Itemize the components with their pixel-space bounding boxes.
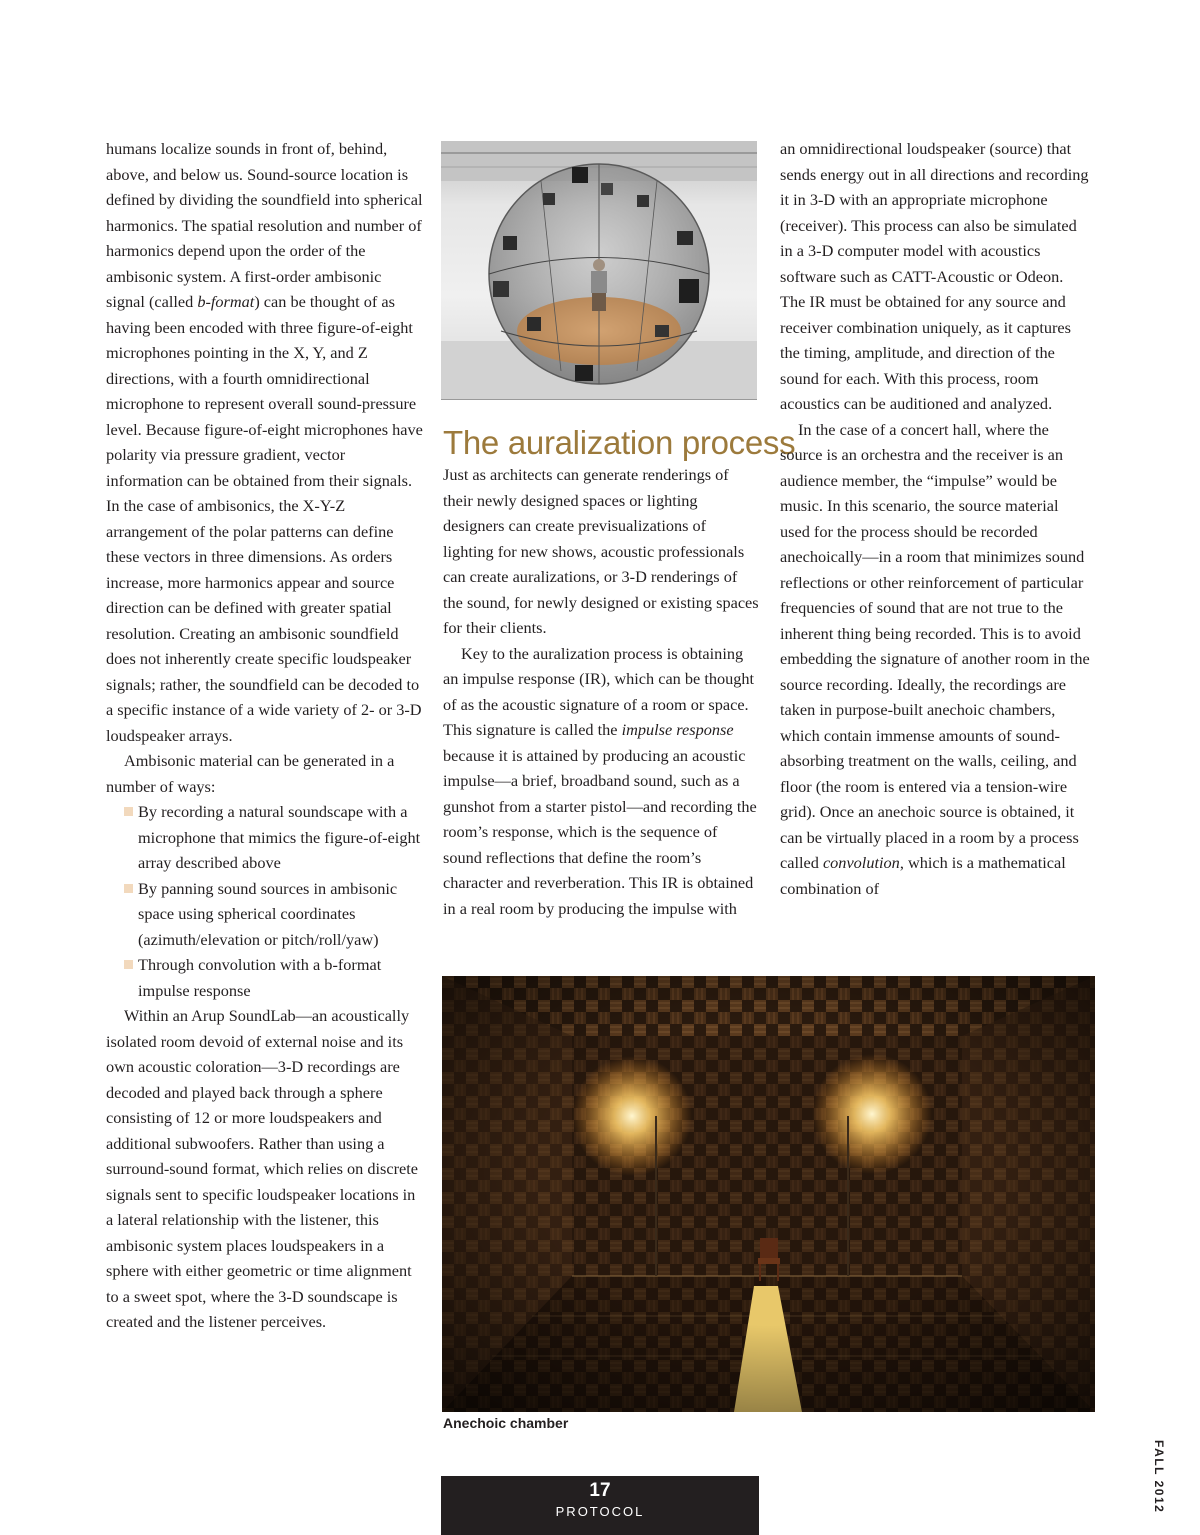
anechoic-chamber-image [442, 976, 1095, 1412]
body-paragraph: humans localize sounds in front of, behind, above, and below us. Sound-source location is defined by dividing the soundfield into spherical harmonics. The spatial resolution and number of harmonics depend upon the order of the ambisonic system. A first-order ambisonic signal (called b-format) can be thought of as having been encoded with three figure-of-eight microphones pointing in the X, Y, and Z directions, with a fourth omnidirectional microphone to represent overall sound-pressure level. Because figure-of-eight microphones have polarity via pressure gradient, vector information can be obtained from their signals. In the case of ambisonics, the X-Y-Z arrangement of the polar patterns can define these vectors in three dimensions. As orders increase, more harmonics appear and source direction can be defined with greater spatial resolution. Creating an ambisonic soundfield does not inherently create specific loudspeaker signals; rather, the soundfield can be decoded to a specific instance of a wide variety of 2- or 3-D loudspeaker arrays. [106, 139, 423, 745]
page-number: 17 [589, 1480, 611, 1501]
list-item: By panning sound sources in ambisonic space using spherical coordinates (azimuth/elevation or pitch/roll/yaw) [122, 876, 424, 953]
text-column-middle [443, 462, 759, 921]
list-item: Through convolution with a b-format impulse response [122, 952, 424, 1003]
list-item: By recording a natural soundscape with a microphone that mimics the figure-of-eight array described above [122, 799, 424, 876]
square-bullet-icon [124, 884, 133, 893]
body-paragraph: Ambisonic material can be generated in a number of ways: [106, 751, 395, 796]
section-heading: The auralization process [443, 424, 796, 461]
bullet-list [106, 799, 424, 1003]
square-bullet-icon [124, 807, 133, 816]
issue-label [1146, 1440, 1186, 1514]
publication-name: PROTOCOL [555, 1504, 645, 1519]
issue-text: FALL 2012 [1152, 1440, 1166, 1514]
image-caption: Anechoic chamber [443, 1415, 569, 1431]
body-paragraph: In the case of a concert hall, where the source is an orchestra and the receiver is an audience member, the “impulse” would be music. In this scenario, the source material used for the process should be recorded anechoically—in a room that minimizes sound reflections or other reinforcement of particular frequencies of sound that are not true to the inherent thing being recorded. This is to avoid embedding the signature of another room in the source recording. Ideally, the recordings are taken in purpose-built anechoic chambers, which contain immense amounts of sound-absorbing treatment on the walls, ceiling, and floor (the room is entered via a tension-wire grid). Once an anechoic source is obtained, it can be virtually placed in a room by a process called convolution, which is a mathematical combination of [780, 419, 1090, 898]
chamber-illustration [442, 976, 1095, 1412]
sphere-illustration [441, 141, 757, 399]
text-column-left [106, 136, 424, 1335]
square-bullet-icon [124, 960, 133, 969]
body-paragraph: Just as architects can generate renderings of their newly designed spaces or lighting designers can create previsualizations of lighting for new shows, acoustic professionals can create auralizations, or 3-D renderings of the sound, for newly designed or existing spaces for their clients. [443, 465, 759, 637]
body-paragraph: Within an Arup SoundLab—an acoustically isolated room devoid of external noise and its own acoustic coloration—3-D recordings are decoded and played back through a sphere consisting of 12 or more loudspeakers and additional subwoofers. Rather than using a surround-sound format, which relies on discrete signals sent to specific loudspeaker locations in a lateral relationship with the listener, this ambisonic system places loudspeakers in a sphere with either geometric or time alignment to a sweet spot, where the 3-D soundscape is created and the listener perceives. [106, 1006, 418, 1331]
body-paragraph: an omnidirectional loudspeaker (source) that sends energy out in all directions and recording it in 3-D with an appropriate microphone (receiver). This process can also be simulated in a 3-D computer model with acoustics software such as CATT-Acoustic or Odeon. The IR must be obtained for any source and receiver combination uniquely, as it captures the timing, amplitude, and direction of the sound for each. With this process, room acoustics can be auditioned and analyzed. [780, 139, 1089, 413]
page-footer [441, 1476, 759, 1535]
soundlab-sphere-image [441, 141, 757, 400]
text-column-right [780, 136, 1092, 901]
body-paragraph: Key to the auralization process is obtaining an impulse response (IR), which can be thought of as the acoustic signature of a room or space. This signature is called the impulse response because it is attained by producing an acoustic impulse—a brief, broadband sound, such as a gunshot from a starter pistol—and recording the room’s response, which is the sequence of sound reflections that define the room’s character and reverberation. This IR is obtained in a real room by producing the impulse with [443, 643, 757, 918]
